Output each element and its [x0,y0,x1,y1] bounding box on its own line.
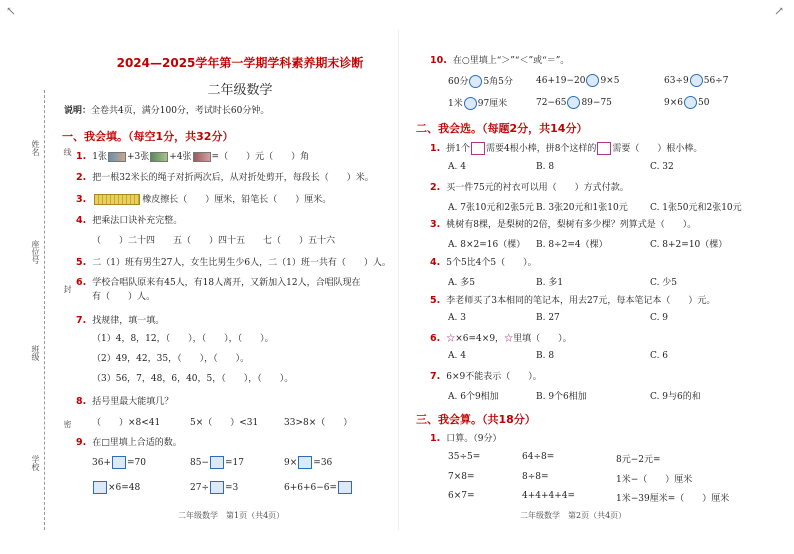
exam-title: 2024—2025学年第一学期学科素养期末诊断 [116,56,364,70]
compare-circle[interactable] [464,97,477,110]
option[interactable]: B. 8 [536,162,555,172]
question-2: 2. 把一根32米长的绳子对折两次后，从对折处剪开，每段长（ ）米。 [76,172,374,183]
answer-box[interactable] [210,481,224,494]
binding-line [44,90,45,530]
inequality: （ ）×8<41 [92,418,161,428]
fill-equation: 85− =17 [190,458,244,468]
compare: 46+19−20 9×5 [536,76,620,86]
compare: 72−65 89−75 [536,98,612,108]
oral-item: 8÷8= [522,472,549,482]
question-4: 4. 把乘法口诀补充完整。 [76,215,183,226]
question-10: 10. 在○里填上“＞”“＜”或“＝”。 [430,55,570,66]
section-heading: 二、我会选。（每题2分，共14分） [416,122,588,135]
choice-question: 7. 6×9不能表示（ ）。 [430,371,542,382]
square-icon [471,142,485,155]
compare-circle[interactable] [567,96,580,109]
choice-question: 4. 5个5比4个5（ ）。 [430,257,537,268]
answer-box[interactable] [210,456,224,469]
fill-equation: 9× =36 [284,458,333,468]
oral-item: 35÷5= [448,452,481,462]
pattern-row: （2）49，42，35，（ ），（ ）。 [92,354,250,364]
compare: 63÷9 56÷7 [664,76,729,86]
option[interactable]: C. 8+2=10（棵） [650,240,728,250]
oral-item: 4+4+4+4= [522,491,576,501]
compare-circle[interactable] [690,74,703,87]
compare: 9×6 50 [664,98,710,108]
option[interactable]: A. 多5 [448,278,475,288]
compare: 1米 97厘米 [448,99,508,109]
oral-item: 8元−2元= [616,455,661,465]
oral-item: 64÷8= [522,452,555,462]
option[interactable]: B. 27 [536,313,560,323]
inequality: 33>8×（ ） [284,418,353,428]
question-6: 6. 学校合唱队原来有45人，有18人离开，又新加入12人，合唱队现在 [76,277,361,288]
compare-circle[interactable] [469,75,482,88]
option[interactable]: A. 3 [448,313,466,323]
inequality: 5×（ ）<31 [190,418,259,428]
option[interactable]: B. 8÷2=4（棵） [536,240,608,250]
option[interactable]: B. 3张20元和1张10元 [536,203,628,213]
option[interactable]: C. 9 [650,313,669,323]
star-icon: ☆ [504,334,514,344]
option[interactable]: A. 4 [448,162,466,172]
option[interactable]: B. 8 [536,351,555,361]
banknote-icon [150,152,168,162]
school-label: 学校 [31,455,40,471]
class-label: 班级 [31,345,40,361]
pattern-row: （3）56，7，48，6，40，5，（ ），（ ）。 [92,374,294,384]
expand-icon: ↖ [6,4,17,18]
question-9: 9. 在□里填上合适的数。 [76,437,182,448]
oral-item: 1米−（ ）厘米 [616,475,693,485]
compare-circle[interactable] [586,74,599,87]
seal-char: 密 [63,420,72,428]
choice-question: 3. 桃树有8棵，是梨树的2倍，梨树有多少棵？列算式是（ ）。 [430,219,697,230]
option[interactable]: C. 32 [650,162,674,172]
banknote-icon [108,152,126,162]
oral-item: 6×7= [448,491,475,501]
option[interactable]: B. 9个6相加 [536,392,587,402]
question-5: 5. 二（1）班有男生27人，女生比男生少6人，二（1）班一共有（ ）人。 [76,257,391,268]
option[interactable]: C. 9与6的和 [650,392,701,402]
oral-item: 1米−39厘米=（ ）厘米 [616,494,730,504]
seal-char: 封 [63,285,72,293]
seat-label: 座位号 [31,240,40,264]
square-icon [597,142,611,155]
option[interactable]: B. 多1 [536,278,564,288]
choice-question: 1. 拼1个 需要4根小棒，拼8个这样的 需要（ ）根小棒。 [430,143,703,154]
name-label: 姓名 [31,140,40,156]
banknote-icon [193,152,211,162]
fill-equation: 27÷ =3 [190,483,239,493]
page-footer: 二年级数学 第2页（共4页） [520,511,627,520]
option[interactable]: A. 7张10元和2张5元 [448,203,534,213]
expand-icon: ↗ [774,4,785,18]
question-7: 7. 找规律，填一填。 [76,315,165,326]
question-3: 3. 橡皮擦长（ ）厘米，铅笔长（ ）厘米。 [76,194,332,205]
fill-equation: 36+ =70 [92,458,146,468]
choice-question: 6. ☆×6=4×9，☆里填（ ）。 [430,333,572,344]
pattern-row: （1）4，8，12，（ ），（ ），（ ）。 [92,334,274,344]
instructions [64,103,269,116]
binding-margin [0,0,72,554]
answer-box[interactable] [298,456,312,469]
question-oral: 1. 口算。（9分） [430,433,502,444]
option[interactable]: A. 4 [448,351,466,361]
answer-box[interactable] [93,481,107,494]
section-heading: 三、我会算。（共18分） [416,413,536,426]
note-label: 说明： [64,106,92,116]
fill-equation: ×6=48 [92,481,140,494]
question-1: 1. 1张 +3张 +4张 =（ ）元（ ）角 [76,151,310,162]
note-text: 全卷共4页，满分100分，考试时长60分钟。 [91,106,270,116]
section-heading: 一、我会填。（每空1分，共32分） [62,130,234,143]
compare-circle[interactable] [684,96,697,109]
page-footer: 二年级数学 第1页（共4页） [178,511,285,520]
answer-box[interactable] [338,481,352,494]
question-4-row: （ ）二十四 五（ ）四十五 七（ ）五十六 [92,236,336,246]
exam-subtitle: 二年级数学 [207,83,273,98]
star-icon: ☆ [446,334,456,344]
choice-question: 2. 买一件75元的衬衣可以用（ ）方式付款。 [430,182,629,193]
oral-item: 7×8= [448,472,475,482]
fill-equation: 6+6+6−6= [284,481,353,494]
question-6-line2: 有（ ）人。 [92,292,156,302]
seal-char: 线 [63,148,72,156]
option[interactable]: C. 1张50元和2张10元 [650,203,742,213]
choice-question: 5. 李老师买了3本相同的笔记本，用去27元，每本笔记本（ ）元。 [430,295,716,306]
question-8: 8. 括号里最大能填几？ [76,396,174,407]
page-divider [398,30,399,530]
option[interactable]: C. 6 [650,351,669,361]
answer-box[interactable] [112,456,126,469]
ruler-icon [94,194,140,205]
compare: 60分 5角5分 [448,77,513,87]
option[interactable]: A. 8×2=16（棵） [448,240,526,250]
option[interactable]: A. 6个9相加 [448,392,499,402]
option[interactable]: C. 少5 [650,278,678,288]
